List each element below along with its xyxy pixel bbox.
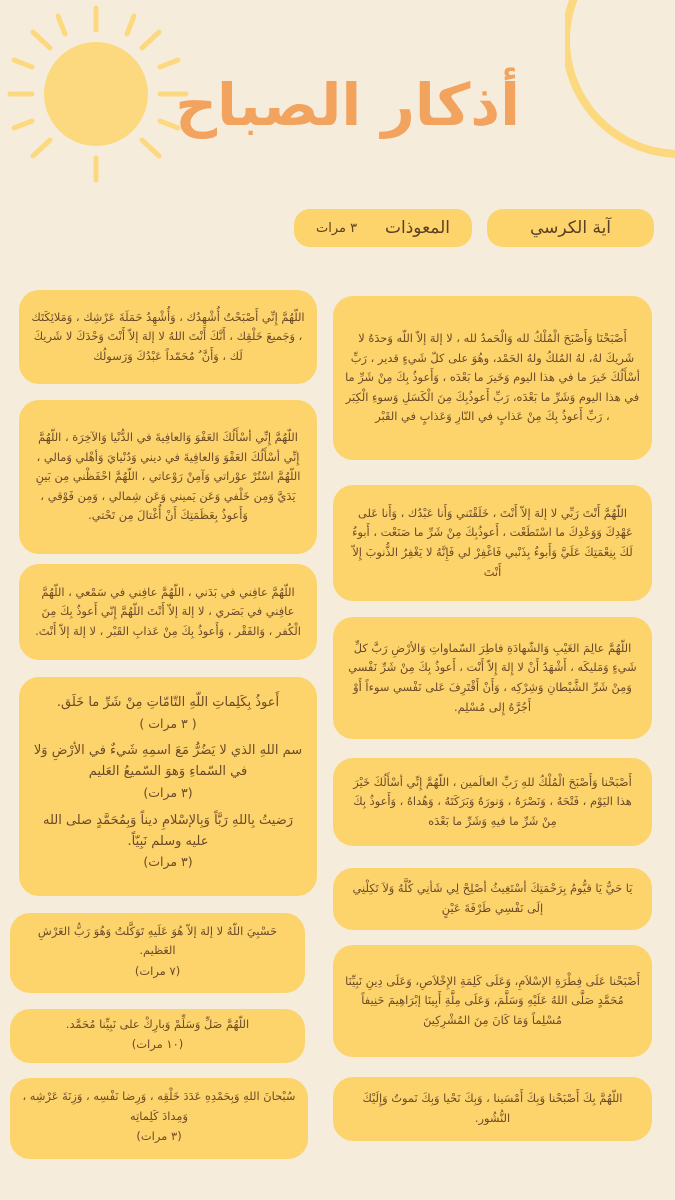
dhikr-text: اللّهُمَّ عالِمَ الغَيْبِ وَالشّهادَةِ فاطِرَ السّماواتِ وَالأرْضِ رَبَّ كلِّ شَيءٍ وَمَليكَه ، أَشْهَدُ أَنْ لا إِلهَ إِلاّ أَنْت ، أَعوذُ بِكَ مِنْ شَرِّ نَفْسي وَمِنْ شَرِّ الشَّيْطانِ وَشِرْكِه ، وَأَنْ أَقْتَرِفَ عَلى نَفْسي سوءاً أَوْ أَجُرَّهُ إِلى مُسْلِم.: [348, 640, 637, 714]
ayat-alkursi-tag: [487, 209, 654, 247]
dhikr-card: [333, 758, 652, 846]
dhikr-card: [19, 564, 317, 660]
muawwidhat-tag: [294, 209, 472, 247]
dhikr-text: يَا حَيُّ يَا قيُّومُ بِرَحْمَتِكَ أسْتَغِيثُ أصْلِحْ لِي شَأنِي كُلَّهُ وَلاَ تَكِلْنِي إلَى نَفْسِي طَرْفَةَ عَيْنٍ: [352, 881, 633, 915]
dhikr-text: أَعوذُ بِكَلِماتِ اللّهِ التّامّاتِ مِنْ شَرِّ ما خَلَق.: [56, 694, 280, 710]
moon-icon: [565, 0, 675, 165]
repeat-count: (٧ مرات): [134, 963, 181, 978]
dhikr-card: [333, 296, 652, 460]
dhikr-card: [10, 1078, 308, 1159]
dhikr-card: [19, 290, 317, 384]
dhikr-card: [19, 400, 317, 554]
page-title: أذكار الصباح: [175, 71, 520, 139]
dhikr-text: سم اللهِ الذي لا يَضُرُّ مَعَ اسمِهِ شَيءٌ في الأرْضِ وَلا في السّماءِ وَهوَ السّميعُ العَليم: [33, 743, 303, 780]
dhikr-text: اللّهُمَّ إِنِّي أَصْبَحْتُ أُشْهِدُك ، وَأُشْهِدُ حَمَلَةَ عَرْشِك ، وَمَلائِكَتَك ، وَجَميعَ خَلْقِك ، أَنَّكَ أَنْتَ اللهُ لا إلهَ إلاّ أَنْتَ وَحْدَكَ لا شَريكَ لَك ، وَأَنَّ ُ مُحَمّداً عَبْدُكَ وَرَسولُك: [31, 309, 305, 363]
muawwidhat-count: ٣ مرات: [316, 220, 358, 236]
dhikr-text: حَسْبِيَ اللّهُ لا إلهَ إلاّ هُوَ عَلَيهِ تَوَكَّلتُ وَهُوَ رَبُّ العَرْشِ العَظيم.: [37, 923, 278, 958]
muawwidhat-label: المعوذات: [384, 218, 450, 238]
dhikr-card: [333, 945, 652, 1057]
repeat-count: (١٠ مرات): [131, 1037, 184, 1052]
dhikr-text: اللّهُمَّ إِنِّي أسْأَلُكَ العَفْوَ وَالعافِيةَ في الدُّنْيا وَالآخِرَة ، اللّهُمَّ إِنِّي أسْأَلُكَ العَفْوَ وَالعافِيةَ في ديني وَدُنْيايَ وَأهْلي وَمالي ، اللّهُمَّ اسْتُرْ عوْراتي وَآمِنْ رَوْعاتي ، اللّهُمَّ احْفَظْني مِن بَينِ يَدَيَّ وَمِن خَلْفي وَعَن يَميني وَعَن شِمالي ، وَمِن فَوْقي ، وَأَعوذُ بِعَظَمَتِكَ أَنْ أُغْتالَ مِن تَحْتي.: [35, 429, 301, 523]
dhikr-text: اللّهُمَّ بِكَ أَصْبَحْنا وَبِكَ أَمْسَينا ، وَبِكَ نَحْيا وَبِكَ نَموتُ وَإِلَيْكَ النُّشُور.: [362, 1091, 623, 1125]
repeat-count: ( ٣ مرات ): [139, 715, 197, 731]
repeat-count: (٣ مرات): [143, 785, 193, 801]
dhikr-card: [19, 677, 317, 896]
dhikr-card: [333, 617, 652, 739]
dhikr-text: سُبْحانَ اللهِ وَبِحَمْدِهِ عَدَدَ خَلْقِه ، وَرِضا نَفْسِه ، وَزِنَةَ عَرْشِه ، وَمِدادَ كَلِماتِه: [22, 1089, 296, 1123]
ayat-alkursi-label: آية الكرسي: [529, 218, 612, 238]
dhikr-text: أَصْبَحْنا عَلَى فِطْرَةِ الإسْلاَمِ، وَعَلَى كَلِمَةِ الإِخْلاَصِ، وَعَلَى دِينِ نَبِيِّنَا مُحَمَّدٍ صَلَّى اللهُ عَلَيْهِ وَسَلَّمَ، وَعَلَى مِلَّةِ أَبِينَا إبْرَاهِيمَ حَنِيفاً مُسْلِماً وَمَا كَانَ مِنَ المُشْرِكِينَ: [345, 973, 640, 1027]
dhikr-text: رَضيتُ بِاللهِ رَبَّاً وَبِالإسْلامِ ديناً وَبِمُحَمَّدٍ صلى الله عليه وسلم نَبِيّاً.: [42, 812, 294, 849]
dhikr-text: اللّهُمَّ عافِني في بَدَني ، اللّهُمَّ عافِني في سَمْعي ، اللّهُمَّ عافِني في بَصَري ، لا إلهَ إلاّ أَنْتَ اللّهُمَّ إِنّي أَعوذُ بِكَ مِنَ الْكُفر ، وَالفَقْر ، وَأَعوذُ بِكَ مِنْ عَذابِ القَبْر ، لا إلهَ إلاّ أَنْتَ.: [35, 584, 301, 638]
dhikr-card: [10, 1009, 305, 1063]
dhikr-card: [333, 868, 652, 930]
dhikr-text: اللّهُمَّ أَنْتَ رَبِّي لا إلهَ إلاّ أَنْتَ ، خَلَقْتَني وَأَنا عَبْدُك ، وَأَنا عَلى عَهْدِكَ وَوَعْدِكَ ما اسْتَطَعْت ، أَعوذُبِكَ مِنْ شَرِّ ما صَنَعْت ، أَبوءُ لَكَ بِنِعْمَتِكَ عَلَيَّ وَأَبوءُ بِذَنْبي فَاغْفِرْ لي فَإِنَّهُ لا يَغْفِرُ الذُّنوبَ إِلاّ أَنْتَ: [352, 505, 633, 579]
dhikr-text: أَصْبَحْنا وَأَصْبَحَ الْمُلْكُ للهِ رَبِّ العالَمين ، اللّهُمَّ إِنِّي أسْأَلُكَ خَيْرَ هذا اليَوْم ، فَتْحَهُ ، وَنَصْرَهُ ، وَنورَهُ وَبَرَكَتَهُ ، وَهُداهُ ، وَأَعوذُ بِكَ مِنْ شَرِّ ما فيهِ وَشَرِّ ما بَعْدَه: [353, 774, 632, 828]
dhikr-text: اللّهُمَّ صَلِّ وَسَلِّمْ وَبارِكْ على نَبِيِّنا مُحَمَّد.: [65, 1016, 250, 1031]
repeat-count: (٣ مرات): [143, 854, 193, 870]
dhikr-card: [333, 485, 652, 601]
dhikr-text: أَصْبَحْنَا وَأَصْبَحَ الْمُلْكُ لله وَالْحَمدُ لله ، لا إلهَ إلاّ اللّه وَحدَهُ لا شَريكَ لهُ، لهُ المُلكُ ولهُ الحَمْد، وهُوَ على كلّ شَيءٍ قدير ، رَبِّ أسْأَلُكَ خَيرَ ما في هذا اليوم وَخَيرَ ما بَعْدَه ، وَأَعوذُ بِكَ مِنْ شَرِّ ما في هذا اليوم وَشَرِّ ما بَعْدَه، رَبِّ أَعوذُبِكَ مِنَ الْكَسَلِ وَسوءِ الْكِبَر ، رَبِّ أَعوذُ بِكَ مِنْ عَذابٍ في النّارِ وَعَذابٍ في القَبْر: [345, 330, 640, 424]
dhikr-card: [333, 1077, 652, 1141]
sun-icon: [0, 0, 200, 190]
repeat-count: (٣ مرات): [136, 1129, 182, 1144]
dhikr-card: [10, 913, 305, 993]
